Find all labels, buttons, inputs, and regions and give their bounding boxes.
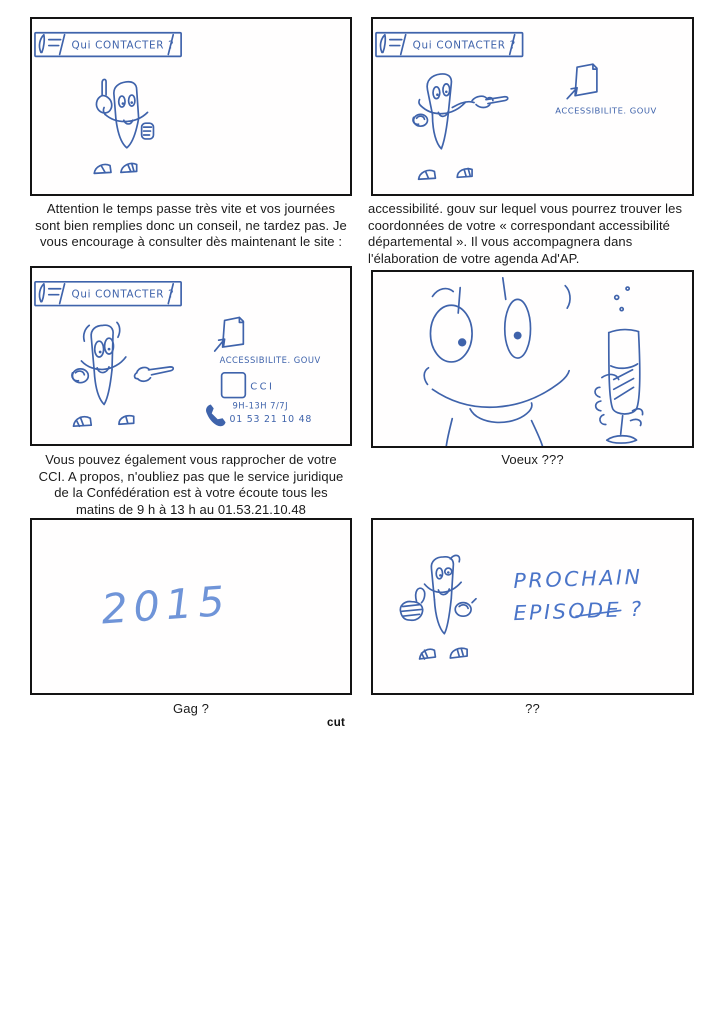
caption-line: accessibilité. gouv sur lequel vous pourrez trouver les [368,201,683,216]
panel-1-sketch [32,19,350,194]
champagne-glass-and-hand [595,287,643,443]
caption-line: ?? [525,701,540,716]
accessibilite-gouv-label: ACCESSIBILITE. GOUV [555,105,657,116]
handwritten-episode: EPISODE ? [513,596,645,626]
phone-number-label: 01 53 21 10 48 [229,414,313,426]
banner-slash [60,35,65,55]
panel-3 [30,266,352,446]
hours-label: 9H-13H 7/7J [232,400,289,411]
caption-panel-6 [371,701,694,718]
panel-2 [371,17,694,196]
panel-3-sketch [32,268,350,444]
caption-line: CCI. A propos, n'oubliez pas que le service juridique [38,468,344,484]
qui-contacter-banner [35,282,181,306]
cci-label: CCI [250,381,275,393]
quill-and-list-icon [39,35,60,53]
caption-panel-3 [18,452,364,518]
caption-line: Vous pouvez également vous rapprocher de votre [45,452,337,467]
caption-line: Gag ? [173,701,209,716]
character-face-closeup [424,278,570,446]
caption-panel-1 [18,201,364,251]
caption-line: de la Confédération est à votre écoute tous les [54,485,328,501]
character-worried-pointing-right [72,322,173,426]
accessibilite-gouv-label: ACCESSIBILITE. GOUV [219,354,321,365]
character-pointing-up [94,79,153,173]
panel-5-sketch [32,520,350,693]
panel-2-sketch [373,19,692,194]
caption-panel-4 [371,452,694,469]
banner-slash [401,35,406,55]
caption-line: Attention le temps passe très vite et vos journées [46,201,336,216]
caption-line: départemental ». Il vous accompagnera dans [368,234,633,250]
panel-5 [30,518,352,695]
quill-and-list-icon [39,284,60,302]
caption-panel-2 [368,201,710,267]
banner-title: Qui CONTACTER ? [71,39,175,52]
caption-line: coordonnées de votre « correspondant accessibilité [368,217,671,233]
caption-line: matins de 9 h à 13 h au 01.53.21.10.48 [75,501,307,517]
panel-6-sketch [373,520,692,693]
page-with-arrow-icon [215,317,244,351]
caption-line: sont bien remplies donc un conseil, ne tardez pas. Je [35,217,347,233]
panel-6 [371,518,694,695]
prochain-episode-text [513,565,644,625]
panel-1 [30,17,352,196]
quill-and-list-icon [380,35,401,53]
panel-4 [371,270,694,448]
qui-contacter-banner [35,33,181,57]
caption-line: vous encourage à consulter dès maintenant le site : [39,234,343,250]
phone-handset-icon [206,404,226,426]
cut-label: cut [327,717,346,729]
handwritten-2015: 2015 [99,577,232,634]
caption-line: Voeux ??? [501,452,564,467]
page-with-arrow-icon [567,64,597,98]
character-pointing-right [413,74,508,179]
panel-4-sketch [373,272,692,446]
banner-title: Qui CONTACTER ? [71,288,175,301]
caption-panel-5 [30,701,352,718]
character-thumbs-up [400,555,476,659]
qui-contacter-banner [376,33,523,57]
banner-slash [60,284,65,304]
banner-title: Qui CONTACTER ? [412,39,516,52]
cci-box [222,373,246,398]
caption-line: l'élaboration de votre agenda Ad'AP. [368,250,580,266]
handwritten-prochain: PROCHAIN [513,564,643,593]
